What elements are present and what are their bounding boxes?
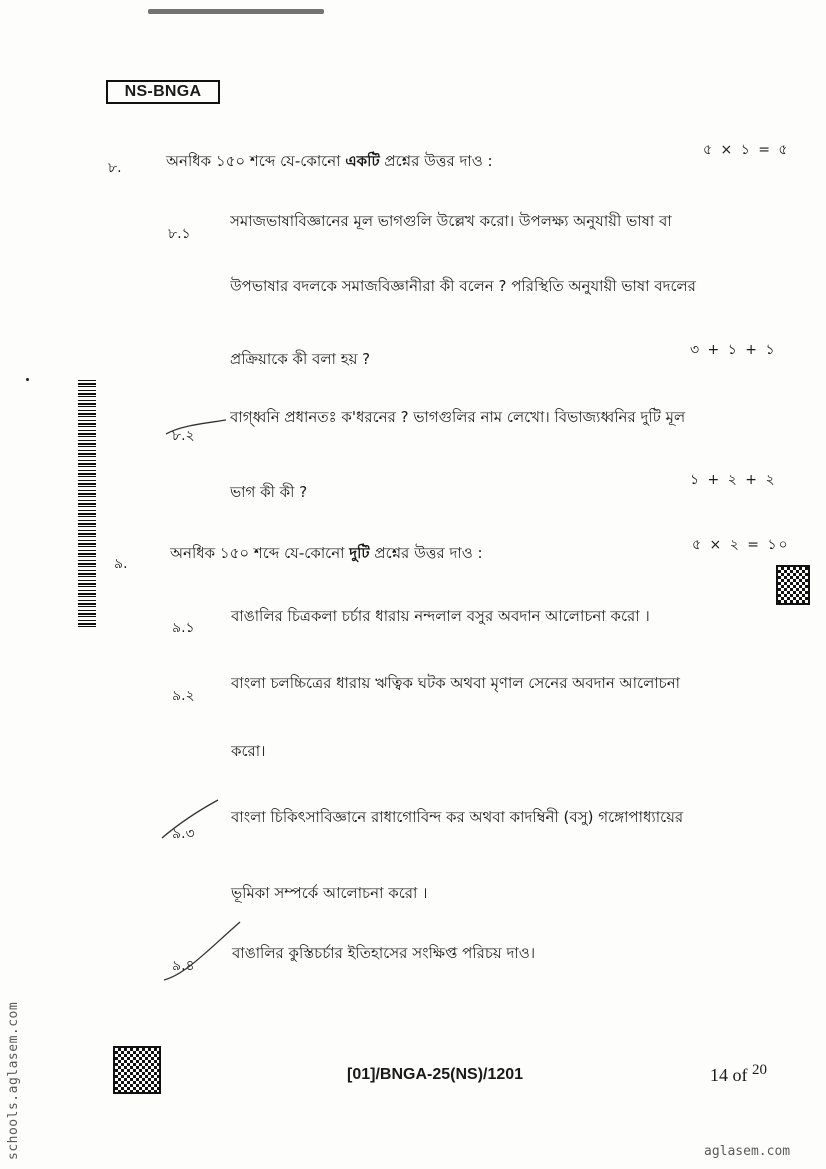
q9-1-number: ৯.১	[172, 620, 195, 636]
q9-4-number: ৯.৪	[172, 958, 195, 974]
q9-3-line-2: ভূমিকা সম্পর্কে আলোচনা করো ।	[231, 884, 428, 902]
page-number: 14	[710, 1065, 728, 1085]
q9-3-line-1: বাংলা চিকিৎসাবিজ্ঞানে রাধাগোবিন্দ কর অথবা কাদম্বিনী (বসু) গঙ্গোপাধ্যায়ের	[231, 808, 684, 826]
q8-1-line-2: উপভাষার বদলকে সমাজবিজ্ঞানীরা কী বলেন ? পরিস্থিতি অনুযায়ী ভাষা বদলের	[230, 277, 696, 295]
q9-marks: ৫ × ২ = ১০	[692, 537, 790, 553]
q9-2-line-1: বাংলা চলচ্চিত্রের ধারায় ঋত্বিক ঘটক অথবা মৃণাল সেনের অবদান আলোচনা	[231, 674, 681, 692]
q9-1-line-1: বাঙালির চিত্রকলা চর্চার ধারায় নন্দলাল বসুর অবদান আলোচনা করো ।	[231, 607, 650, 625]
q8-2-marks: ১ + ২ + ২	[690, 472, 777, 488]
q9-4-line-1: বাঙালির কুস্তিচর্চার ইতিহাসের সংক্ষিপ্ত পরিচয় দাও।	[232, 944, 536, 962]
qr-code-right	[776, 565, 810, 605]
page-indicator	[710, 1062, 767, 1086]
top-scan-line	[148, 9, 324, 14]
q8-1-line-1: সমাজভাষাবিজ্ঞানের মূল ভাগগুলি উল্লেখ করো। উপলক্ষ্য অনুযায়ী ভাষা বা	[230, 212, 672, 230]
page-total: 20	[752, 1062, 767, 1078]
barcode	[78, 380, 96, 630]
q9-2-number: ৯.২	[172, 688, 195, 704]
q8-1-marks: ৩ + ১ + ১	[690, 342, 777, 358]
q9-3-number: ৯.৩	[172, 826, 195, 842]
q8-1-number: ৮.১	[168, 226, 191, 242]
q8-2-line-1: বাগ্‌ধ্বনি প্রধানতঃ ক'ধরনের ? ভাগগুলির নাম লেখো। বিভাজ্যধ্বনির দুটি মূল	[230, 408, 686, 426]
q9-number: ৯.	[114, 556, 128, 572]
q8-2-line-2: ভাগ কী কী ?	[230, 483, 308, 501]
q9-instruction: অনধিক ১৫০ শব্দে যে-কোনো দুটি প্রশ্নের উত্তর দাও :	[170, 544, 483, 562]
qr-code-footer	[113, 1046, 161, 1094]
q8-2-number: ৮.২	[172, 428, 195, 444]
q9-2-line-2: করো।	[231, 742, 266, 760]
paper-code-box: NS-BNGA	[106, 80, 220, 104]
corner-watermark: aglasem.com	[704, 1144, 791, 1159]
scan-dot	[26, 378, 29, 381]
footer-paper-ref: [01]/BNGA-25(NS)/1201	[347, 1066, 524, 1083]
q8-1-line-3: প্রক্রিয়াকে কী বলা হয় ?	[230, 350, 371, 368]
page-of-label: of	[732, 1065, 748, 1085]
q8-instruction: অনধিক ১৫০ শব্দে যে-কোনো একটি প্রশ্নের উত্তর দাও :	[166, 152, 493, 170]
q8-marks: ৫ × ১ = ৫	[703, 142, 790, 158]
side-watermark: schools.aglasem.com	[6, 1001, 21, 1160]
q8-number: ৮.	[108, 160, 122, 176]
